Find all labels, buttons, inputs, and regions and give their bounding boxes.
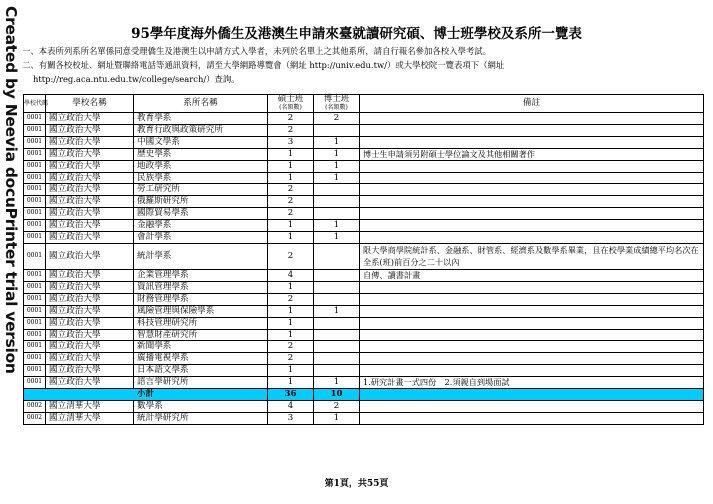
notes: [22, 44, 702, 86]
remark-cell: [360, 341, 704, 353]
school-code-cell: 0001: [24, 269, 46, 281]
phd-quota-cell: 2: [314, 113, 360, 125]
remark-cell: [360, 113, 704, 125]
school-code-cell: 0001: [24, 232, 46, 244]
school-name-cell: 國立政治大學: [46, 196, 134, 208]
table-row: [24, 124, 704, 136]
table-row: [24, 353, 704, 365]
master-quota-cell: 2: [268, 353, 314, 365]
remark-cell: [360, 317, 704, 329]
school-code-cell: 0002: [24, 400, 46, 412]
phd-quota-cell: [314, 196, 360, 208]
master-quota-cell: 2: [268, 341, 314, 353]
school-name-cell: 國立政治大學: [46, 208, 134, 220]
school-code-cell: 0001: [24, 377, 46, 389]
phd-quota-cell: [314, 329, 360, 341]
table-header-row: [24, 95, 704, 113]
header-remark: 備註: [360, 95, 704, 113]
phd-quota-cell: [314, 365, 360, 377]
school-code-cell: 0001: [24, 148, 46, 160]
phd-quota-cell: 1: [314, 160, 360, 172]
phd-quota-cell: 1: [314, 172, 360, 184]
master-quota-cell: 1: [268, 148, 314, 160]
school-code-cell: 0001: [24, 172, 46, 184]
department-cell: 民族學系: [134, 172, 268, 184]
remark-cell: 1.研究計畫一式四份 2.須親自到場面試: [360, 377, 704, 389]
department-cell: 統計學研究所: [134, 412, 268, 424]
school-name-cell: 國立政治大學: [46, 341, 134, 353]
master-quota-cell: 3: [268, 136, 314, 148]
table-row: [24, 243, 704, 269]
school-name-cell: 國立政治大學: [46, 293, 134, 305]
school-code-cell: 0001: [24, 208, 46, 220]
school-code-cell: 0001: [24, 196, 46, 208]
master-quota-cell: 1: [268, 232, 314, 244]
school-code-cell: 0002: [24, 412, 46, 424]
remark-cell: [360, 124, 704, 136]
phd-quota-cell: 1: [314, 136, 360, 148]
school-code-cell: 0001: [24, 113, 46, 125]
table-row: [24, 113, 704, 125]
department-cell: 資訊管理學系: [134, 281, 268, 293]
table-row: [24, 377, 704, 389]
table-row: [24, 317, 704, 329]
department-cell: 勞工研究所: [134, 184, 268, 196]
remark-cell: [360, 353, 704, 365]
remark-cell: [360, 412, 704, 424]
table-row: [24, 400, 704, 412]
table-row: [24, 329, 704, 341]
phd-quota-cell: 1: [314, 412, 360, 424]
remark-cell: [360, 184, 704, 196]
note-line-3: http://reg.aca.ntu.edu.tw/college/search/）查詢。: [33, 74, 240, 84]
header-dept: 系所名稱: [134, 95, 268, 113]
table-row: [24, 208, 704, 220]
school-code-cell: 0001: [24, 184, 46, 196]
remark-cell: 限大學商學院統計系、金融系、財管系、經濟系及數學系畢業，且在校學業成績總平均名次在全系(班)前百分之二十以內: [360, 243, 704, 269]
table-row: [24, 160, 704, 172]
school-code-cell: 0001: [24, 293, 46, 305]
phd-quota-cell: [314, 243, 360, 269]
master-quota-cell: 4: [268, 400, 314, 412]
table-row: [24, 412, 704, 424]
department-cell: 廣播電視學系: [134, 353, 268, 365]
phd-quota-cell: 2: [314, 400, 360, 412]
phd-quota-cell: 1: [314, 148, 360, 160]
school-name-cell: 國立政治大學: [46, 329, 134, 341]
school-name-cell: 國立政治大學: [46, 220, 134, 232]
header-phd-sub: (名額數): [325, 104, 348, 111]
department-cell: 地政學系: [134, 160, 268, 172]
table-row: [24, 172, 704, 184]
remark-cell: [360, 196, 704, 208]
school-name-cell: 國立政治大學: [46, 148, 134, 160]
master-quota-cell: 1: [268, 317, 314, 329]
department-cell: 智慧財產研究所: [134, 329, 268, 341]
remark-cell: [360, 172, 704, 184]
table-row: [24, 341, 704, 353]
master-quota-cell: 2: [268, 113, 314, 125]
table-row: [24, 196, 704, 208]
table-row: [24, 269, 704, 281]
school-code-cell: 0001: [24, 136, 46, 148]
school-name-cell: 國立政治大學: [46, 317, 134, 329]
school-code-cell: 0001: [24, 353, 46, 365]
remark-cell: [360, 232, 704, 244]
table-row: [24, 220, 704, 232]
school-code-cell: 0001: [24, 365, 46, 377]
master-quota-cell: 2: [268, 293, 314, 305]
master-quota-cell: 3: [268, 412, 314, 424]
master-quota-cell: 1: [268, 281, 314, 293]
page-footer: 第1頁，共55頁: [324, 479, 389, 489]
remark-cell: [360, 329, 704, 341]
phd-quota-cell: 1: [314, 305, 360, 317]
master-quota-cell: 2: [268, 196, 314, 208]
header-phd-label: 博士班: [323, 94, 350, 104]
remark-cell: 自傳、讀書計畫: [360, 269, 704, 281]
phd-quota-cell: [314, 184, 360, 196]
master-quota-cell: 1: [268, 220, 314, 232]
school-name-cell: 國立政治大學: [46, 377, 134, 389]
school-name-cell: 國立政治大學: [46, 184, 134, 196]
table-row: [24, 293, 704, 305]
table-row: [24, 232, 704, 244]
subtotal-remark: [360, 389, 704, 401]
remark-cell: [360, 365, 704, 377]
department-cell: 金融學系: [134, 220, 268, 232]
header-phd: [314, 95, 360, 113]
school-name-cell: 國立政治大學: [46, 172, 134, 184]
master-quota-cell: 2: [268, 184, 314, 196]
department-cell: 語言學研究所: [134, 377, 268, 389]
department-cell: 國際貿易學系: [134, 208, 268, 220]
phd-quota-cell: [314, 281, 360, 293]
remark-cell: [360, 208, 704, 220]
watermark-text: Created by Neevia docuPrinter trial version: [2, 6, 20, 374]
remark-cell: [360, 136, 704, 148]
school-name-cell: 國立政治大學: [46, 281, 134, 293]
table-row: [24, 365, 704, 377]
school-code-cell: 0001: [24, 160, 46, 172]
phd-quota-cell: [314, 269, 360, 281]
remark-cell: [360, 281, 704, 293]
table-row: [24, 184, 704, 196]
subtotal-label: 小計: [24, 389, 268, 401]
master-quota-cell: 1: [268, 160, 314, 172]
department-cell: 會計學系: [134, 232, 268, 244]
master-quota-cell: 4: [268, 269, 314, 281]
school-name-cell: 國立清華大學: [46, 400, 134, 412]
page-title: 95學年度海外僑生及港澳生申請來臺就讀研究碩、博士班學校及系所一覽表: [131, 26, 582, 42]
table-body: [24, 113, 704, 425]
phd-quota-cell: [314, 341, 360, 353]
school-name-cell: 國立政治大學: [46, 124, 134, 136]
school-code-cell: 0001: [24, 243, 46, 269]
school-name-cell: 國立政治大學: [46, 365, 134, 377]
table-row: [24, 148, 704, 160]
department-cell: 財務管理學系: [134, 293, 268, 305]
phd-quota-cell: 1: [314, 377, 360, 389]
school-name-cell: 國立政治大學: [46, 305, 134, 317]
school-code-cell: 0001: [24, 124, 46, 136]
header-code: 學校代碼: [24, 95, 46, 113]
department-cell: 教育學系: [134, 113, 268, 125]
master-quota-cell: 1: [268, 377, 314, 389]
school-name-cell: 國立政治大學: [46, 269, 134, 281]
department-cell: 中國文學系: [134, 136, 268, 148]
school-name-cell: 國立政治大學: [46, 353, 134, 365]
remark-cell: [360, 160, 704, 172]
department-table: [23, 94, 704, 425]
school-name-cell: 國立政治大學: [46, 136, 134, 148]
phd-quota-cell: 1: [314, 232, 360, 244]
department-cell: 日本語文學系: [134, 365, 268, 377]
department-cell: 企業管理學系: [134, 269, 268, 281]
department-cell: 新聞學系: [134, 341, 268, 353]
note-line-2: 二、有關各校校址、網址暨聯絡電話等通訊資料，請至大學網路導覽會（網址 http://univ.edu.tw/）或大學校院一覽表項下（網址: [22, 60, 505, 70]
watermark: [2, 6, 20, 374]
remark-cell: 博士生申請須另附碩士學位論文及其他相關著作: [360, 148, 704, 160]
phd-quota-cell: [314, 353, 360, 365]
department-cell: 風險管理與保險學系: [134, 305, 268, 317]
master-quota-cell: 2: [268, 124, 314, 136]
phd-quota-cell: [314, 317, 360, 329]
department-cell: 數學系: [134, 400, 268, 412]
remark-cell: [360, 400, 704, 412]
phd-quota-cell: [314, 124, 360, 136]
header-master-label: 碩士班: [277, 94, 304, 104]
subtotal-master: 36: [268, 389, 314, 401]
table-row: [24, 305, 704, 317]
master-quota-cell: 1: [268, 305, 314, 317]
remark-cell: [360, 220, 704, 232]
master-quota-cell: 1: [268, 365, 314, 377]
table-row: [24, 281, 704, 293]
phd-quota-cell: 1: [314, 220, 360, 232]
subtotal-phd: 10: [314, 389, 360, 401]
school-name-cell: 國立政治大學: [46, 113, 134, 125]
department-cell: 歷史學系: [134, 148, 268, 160]
school-name-cell: 國立政治大學: [46, 243, 134, 269]
department-cell: 統計學系: [134, 243, 268, 269]
school-code-cell: 0001: [24, 305, 46, 317]
school-name-cell: 國立政治大學: [46, 160, 134, 172]
school-code-cell: 0001: [24, 220, 46, 232]
school-code-cell: 0001: [24, 341, 46, 353]
school-name-cell: 國立政治大學: [46, 232, 134, 244]
note-line-1: 一、本表所列系所名單係同意受理僑生及港澳生以申請方式入學者，未列於名單上之其他系所，請自行報名參加各校入學考試。: [22, 46, 491, 56]
master-quota-cell: 2: [268, 208, 314, 220]
phd-quota-cell: [314, 208, 360, 220]
school-code-cell: 0001: [24, 317, 46, 329]
master-quota-cell: 1: [268, 172, 314, 184]
school-code-cell: 0001: [24, 281, 46, 293]
school-name-cell: 國立清華大學: [46, 412, 134, 424]
header-master: [268, 95, 314, 113]
master-quota-cell: 2: [268, 243, 314, 269]
remark-cell: [360, 293, 704, 305]
school-code-cell: 0001: [24, 329, 46, 341]
master-quota-cell: 1: [268, 329, 314, 341]
table-row: [24, 136, 704, 148]
subtotal-row: [24, 389, 704, 401]
department-cell: 教育行政與政策研究所: [134, 124, 268, 136]
phd-quota-cell: [314, 293, 360, 305]
department-cell: 科技管理研究所: [134, 317, 268, 329]
header-master-sub: (名額數): [279, 104, 302, 111]
header-school: 學校名稱: [46, 95, 134, 113]
remark-cell: [360, 305, 704, 317]
department-cell: 俄羅斯研究所: [134, 196, 268, 208]
